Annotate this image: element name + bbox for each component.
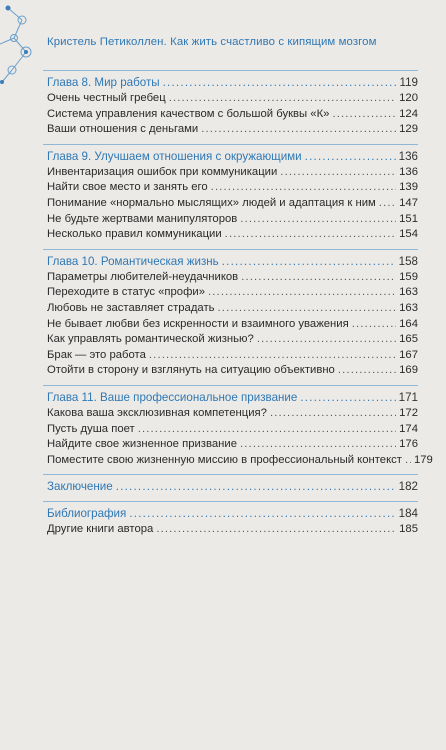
toc-entry-page: 167 (399, 348, 418, 361)
toc-section (43, 501, 418, 544)
toc-chapter-entry[interactable] (43, 74, 418, 91)
toc-entry[interactable] (43, 107, 418, 123)
dot-leader (352, 317, 396, 333)
toc-entry-title: Поместите свою жизненную миссию в профессиональный контекст (47, 453, 402, 466)
toc-entry-title: Система управления качеством с большой буквы «К» (47, 107, 330, 120)
toc-chapter-entry[interactable] (43, 389, 418, 406)
toc-entry-title: Другие книги автора (47, 523, 154, 536)
dot-leader (280, 165, 396, 181)
toc-entry-page: 169 (399, 364, 418, 377)
toc-entry-page: 163 (399, 301, 418, 314)
toc-entry[interactable] (43, 270, 418, 286)
toc-entry-title: Какова ваша эксклюзивная компетенция? (47, 406, 267, 419)
toc-entry-title: Не будьте жертвами манипуляторов (47, 212, 238, 225)
dot-leader (379, 196, 396, 212)
toc-entry[interactable] (43, 348, 418, 364)
toc-entry-title: Не бывает любви без искренности и взаимного уважения (47, 317, 349, 330)
toc-entry[interactable] (43, 212, 418, 228)
toc-chapter-entry-title: Заключение (47, 480, 113, 494)
toc-entry-title: Любовь не заставляет страдать (47, 301, 215, 314)
dot-leader (208, 285, 396, 301)
toc-entry-title: Брак — это работа (47, 348, 146, 361)
toc-chapter-entry[interactable] (43, 505, 418, 522)
toc-entry[interactable] (43, 406, 418, 422)
toc-entry[interactable] (43, 196, 418, 212)
toc-section (43, 474, 418, 501)
toc-entry[interactable] (43, 453, 433, 469)
toc-entry-title: Несколько правил коммуникации (47, 228, 222, 241)
toc-section (43, 144, 418, 249)
toc-entry-title: Как управлять романтической жизнью? (47, 333, 254, 346)
toc-chapter-entry[interactable] (43, 478, 418, 495)
toc-entry-page: 154 (399, 228, 418, 241)
toc-section (43, 249, 418, 385)
toc-entry-title: Инвентаризация ошибок при коммуникации (47, 165, 278, 178)
dot-leader (332, 107, 396, 123)
toc-chapter-entry-page: 136 (398, 149, 418, 163)
toc-entry[interactable] (43, 122, 418, 138)
toc-entry-page: 129 (399, 123, 418, 136)
toc-chapter-entry[interactable] (43, 253, 418, 270)
toc-entry[interactable] (43, 522, 418, 538)
toc-entry-title: Найдите свое жизненное призвание (47, 438, 237, 451)
toc-entry-page: 164 (399, 317, 418, 330)
toc-entry-page: 136 (399, 165, 418, 178)
dot-leader (270, 406, 396, 422)
dot-leader (163, 74, 397, 91)
dot-leader (218, 301, 397, 317)
dot-leader (222, 253, 396, 270)
dot-leader (149, 348, 396, 364)
dot-leader (257, 332, 396, 348)
toc-entry-page: 172 (399, 406, 418, 419)
toc-entry-page: 163 (399, 286, 418, 299)
dot-leader (405, 453, 411, 469)
dot-leader (129, 505, 395, 522)
dot-leader (138, 422, 396, 438)
toc-entry[interactable] (43, 422, 418, 438)
toc-chapter-entry-page: 184 (398, 507, 418, 521)
toc-section (43, 70, 418, 144)
toc-section (43, 385, 433, 474)
dot-leader (338, 363, 396, 379)
dot-leader (211, 180, 396, 196)
toc-entry[interactable] (43, 91, 418, 107)
toc-entry[interactable] (43, 165, 418, 181)
toc-entry[interactable] (43, 227, 418, 243)
toc-chapter-entry-title: Глава 9. Улучшаем отношения с окружающими (47, 149, 302, 163)
toc-entry[interactable] (43, 180, 418, 196)
toc-chapter-entry-page: 171 (398, 390, 418, 404)
running-title: Кристель Петиколлен. Как жить счастливо с кипящим мозгом (47, 36, 377, 48)
toc-entry-title: Переходите в статус «профи» (47, 286, 205, 299)
toc-entry-page: 139 (399, 181, 418, 194)
toc-chapter-entry[interactable] (43, 148, 418, 165)
dot-leader (201, 122, 396, 138)
dot-leader (305, 148, 396, 165)
toc-entry-page: 165 (399, 333, 418, 346)
toc-entry-page: 179 (413, 453, 433, 466)
toc-entry-page: 147 (399, 196, 418, 209)
dot-leader (300, 389, 395, 406)
toc-chapter-entry-page: 182 (398, 480, 418, 494)
toc-entry-title: Параметры любителей-неудачников (47, 270, 239, 283)
toc-chapter-entry-title: Библиография (47, 507, 127, 521)
toc-entry[interactable] (43, 301, 418, 317)
toc-entry[interactable] (43, 363, 418, 379)
toc-entry-title: Ваши отношения с деньгами (47, 123, 199, 136)
toc-entry-page: 185 (399, 523, 418, 536)
toc-entry-page: 120 (399, 92, 418, 104)
dot-leader (240, 437, 396, 453)
toc-entry[interactable] (43, 332, 418, 348)
table-of-contents (43, 70, 433, 544)
dot-leader (241, 270, 396, 286)
toc-entry-page: 176 (399, 438, 418, 451)
toc-chapter-entry-page: 158 (398, 254, 418, 268)
toc-entry-title: Пусть душа поет (47, 422, 135, 435)
dot-leader (116, 478, 396, 495)
toc-entry[interactable] (43, 437, 418, 453)
toc-entry-title: Отойти в сторону и взглянуть на ситуацию объективно (47, 364, 335, 377)
toc-entry-page: 174 (399, 422, 418, 435)
toc-entry-title: Понимание «нормально мыслящих» людей и адаптация к ним (47, 196, 376, 209)
toc-entry[interactable] (43, 317, 418, 333)
toc-entry[interactable] (43, 285, 418, 301)
toc-chapter-entry-title: Глава 8. Мир работы (47, 76, 160, 89)
toc-entry-page: 151 (399, 212, 418, 225)
toc-entry-title: Очень честный гребец (47, 92, 166, 104)
dot-leader (156, 522, 396, 538)
toc-chapter-entry-title: Глава 11. Ваше профессиональное призвание (47, 390, 298, 404)
dot-leader (169, 91, 396, 107)
toc-entry-page: 159 (399, 270, 418, 283)
dot-leader (225, 227, 396, 243)
toc-chapter-entry-page: 119 (399, 76, 418, 89)
dot-leader (240, 212, 396, 228)
toc-chapter-entry-title: Глава 10. Романтическая жизнь (47, 254, 219, 268)
toc-entry-title: Найти свое место и занять его (47, 181, 208, 194)
toc-entry-page: 124 (399, 107, 418, 120)
